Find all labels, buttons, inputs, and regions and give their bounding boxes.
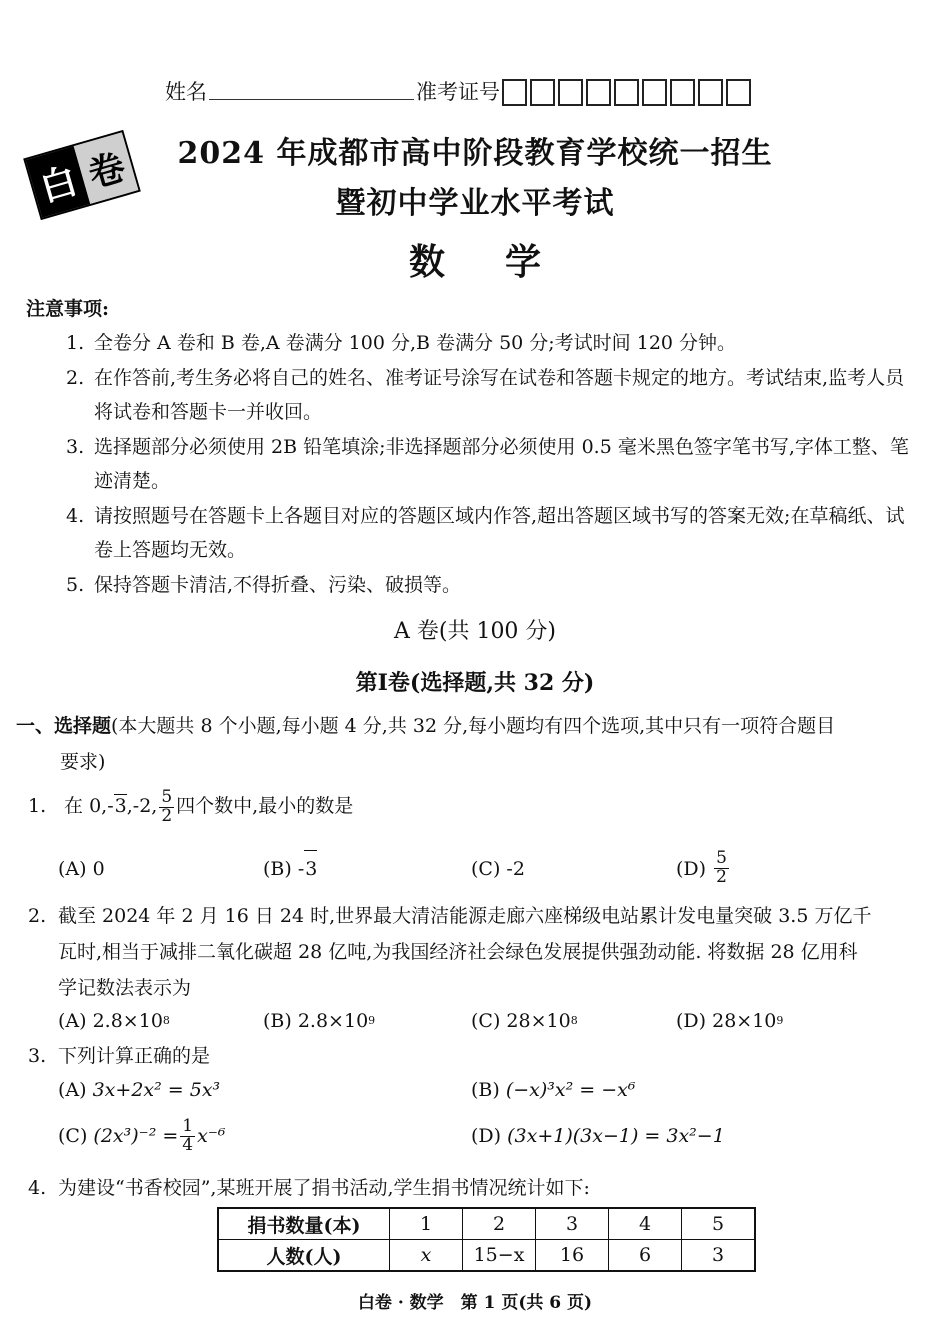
question-4: 4. 为建设“书香校园”,某班开展了捐书活动,学生捐书情况统计如下: [28, 1177, 590, 1199]
table-row [218, 1208, 755, 1240]
part-heading-cont: 要求) [60, 751, 106, 773]
question-1-options [58, 850, 948, 887]
option-d[interactable]: (D) (3x+1)(3x−1) = 3x²−1 [471, 1125, 725, 1148]
table-cell: 3 [682, 1240, 756, 1272]
candidate-id-box[interactable] [670, 79, 695, 106]
candidate-id-box[interactable] [726, 79, 751, 106]
name-label: 姓名 [165, 80, 207, 104]
note-item: 3. 选择题部分必须使用 2B 铅笔填涂;非选择题部分必须使用 0.5 毫米黑色签字笔书写,字体工整、笔迹清楚。 [66, 435, 909, 492]
note-item: 2. 在作答前,考生务必将自己的姓名、准考证号涂写在试卷和答题卡规定的地方。考试结束,监考人员将试卷和答题卡一并收回。 [66, 366, 905, 423]
table-cell: 1 [390, 1208, 463, 1240]
option-c[interactable]: (C) -2 [471, 857, 525, 880]
table-cell: 3 [536, 1208, 609, 1240]
sqrt-expression: 3 [114, 795, 127, 817]
candidate-id-label: 准考证号 [416, 80, 500, 104]
name-field[interactable] [209, 77, 414, 100]
option-b[interactable]: (B) (−x)³x² = −x⁶ [471, 1079, 636, 1101]
note-item: 4. 请按照题号在答题卡上各题目对应的答题区域内作答,超出答题区域书写的答案无效;在草稿纸、试卷上答题均无效。 [66, 504, 905, 561]
note-item: 5. 保持答题卡清洁,不得折叠、污染、破损等。 [66, 573, 462, 596]
table-cell: 16 [536, 1240, 609, 1272]
option-d[interactable]: (D) $\frac{5}{2}$ [676, 848, 727, 887]
table-cell: 5 [682, 1208, 756, 1240]
part1-title: 第Ⅰ卷(选择题,共 32 分) [355, 670, 595, 696]
note-item: 1. 全卷分 A 卷和 B 卷,A 卷满分 100 分,B 卷满分 50 分;考试时间 120 分钟。 [66, 332, 737, 354]
candidate-id-box[interactable] [614, 79, 639, 106]
candidate-id-box[interactable] [502, 79, 527, 106]
table-header-cell: 人数(人) [218, 1240, 390, 1272]
section-a-title: A 卷(共 100 分) [393, 619, 557, 644]
part-heading-text: (本大题共 8 个小题,每小题 4 分,共 32 分,每小题均有四个选项,其中只有一项符合题目 [111, 715, 836, 737]
fraction: $\frac{5}{2}$ [161, 786, 173, 826]
candidate-id-box[interactable] [698, 79, 723, 106]
donation-table [217, 1207, 756, 1272]
option-a[interactable]: (A) 0 [58, 857, 105, 880]
table-cell: 6 [609, 1240, 682, 1272]
table-row [218, 1240, 755, 1272]
exam-title-line2: 暨初中学业水平考试 [335, 186, 615, 221]
notes-heading: 注意事项: [26, 298, 110, 320]
candidate-id-box[interactable] [642, 79, 667, 106]
table-cell: 4 [609, 1208, 682, 1240]
table-header-cell: 捐书数量(本) [218, 1208, 390, 1240]
notes-list [66, 326, 916, 602]
page-footer: 白卷 · 数学 第 1 页(共 6 页) [357, 1293, 593, 1313]
option-c[interactable]: (C) 28×10 8 [471, 1010, 578, 1032]
question-2-options [58, 1003, 948, 1039]
candidate-id-box[interactable] [586, 79, 611, 106]
table-cell: 2 [463, 1208, 536, 1240]
part-heading-label: 一、选择题 [16, 715, 112, 737]
question-3: 3. 下列计算正确的是 [28, 1045, 211, 1067]
exam-title-line1: 2024 年成都市高中阶段教育学校统一招生 [177, 136, 773, 171]
question-3-options-row2 [58, 1118, 948, 1155]
subject-title: 数学 [408, 241, 601, 283]
option-b[interactable]: (B) - 3 [263, 850, 471, 887]
badge-left-char: 白 [26, 146, 91, 217]
option-d[interactable]: (D) 28×10 9 [676, 1010, 784, 1032]
option-a[interactable]: (A) 3x+2x² = 5x³ [58, 1079, 221, 1101]
candidate-id-box[interactable] [530, 79, 555, 106]
option-c[interactable]: (C) (2x³)⁻² = $\frac{1}{4}$ x⁻⁶ [58, 1116, 226, 1155]
option-a[interactable]: (A) 2.8×10 8 [58, 1010, 170, 1032]
question-1: 1. 在 0,-3,-2, $\frac{5}{2}$ 四个数中,最小的数是 [28, 786, 354, 826]
badge-right-char: 卷 [74, 132, 139, 203]
candidate-id-boxes [502, 79, 754, 106]
name-and-id-row [165, 74, 754, 106]
question-2: 2. 截至 2024 年 2 月 16 日 24 时,世界最大清洁能源走廊六座梯级电站累计发电量突破 3.5 万亿千 瓦时,相当于减排二氧化碳超 28 亿吨,为我国经济社会绿色发展提供强劲动能. 将数据 28 亿用科 学记数法表示为 [28, 905, 872, 999]
table-cell: x [390, 1240, 463, 1272]
question-3-options-row1 [58, 1072, 948, 1108]
option-b[interactable]: (B) 2.8×10 9 [263, 1010, 376, 1032]
part-heading [16, 708, 916, 780]
candidate-id-box[interactable] [558, 79, 583, 106]
table-cell: 15−x [463, 1240, 536, 1272]
